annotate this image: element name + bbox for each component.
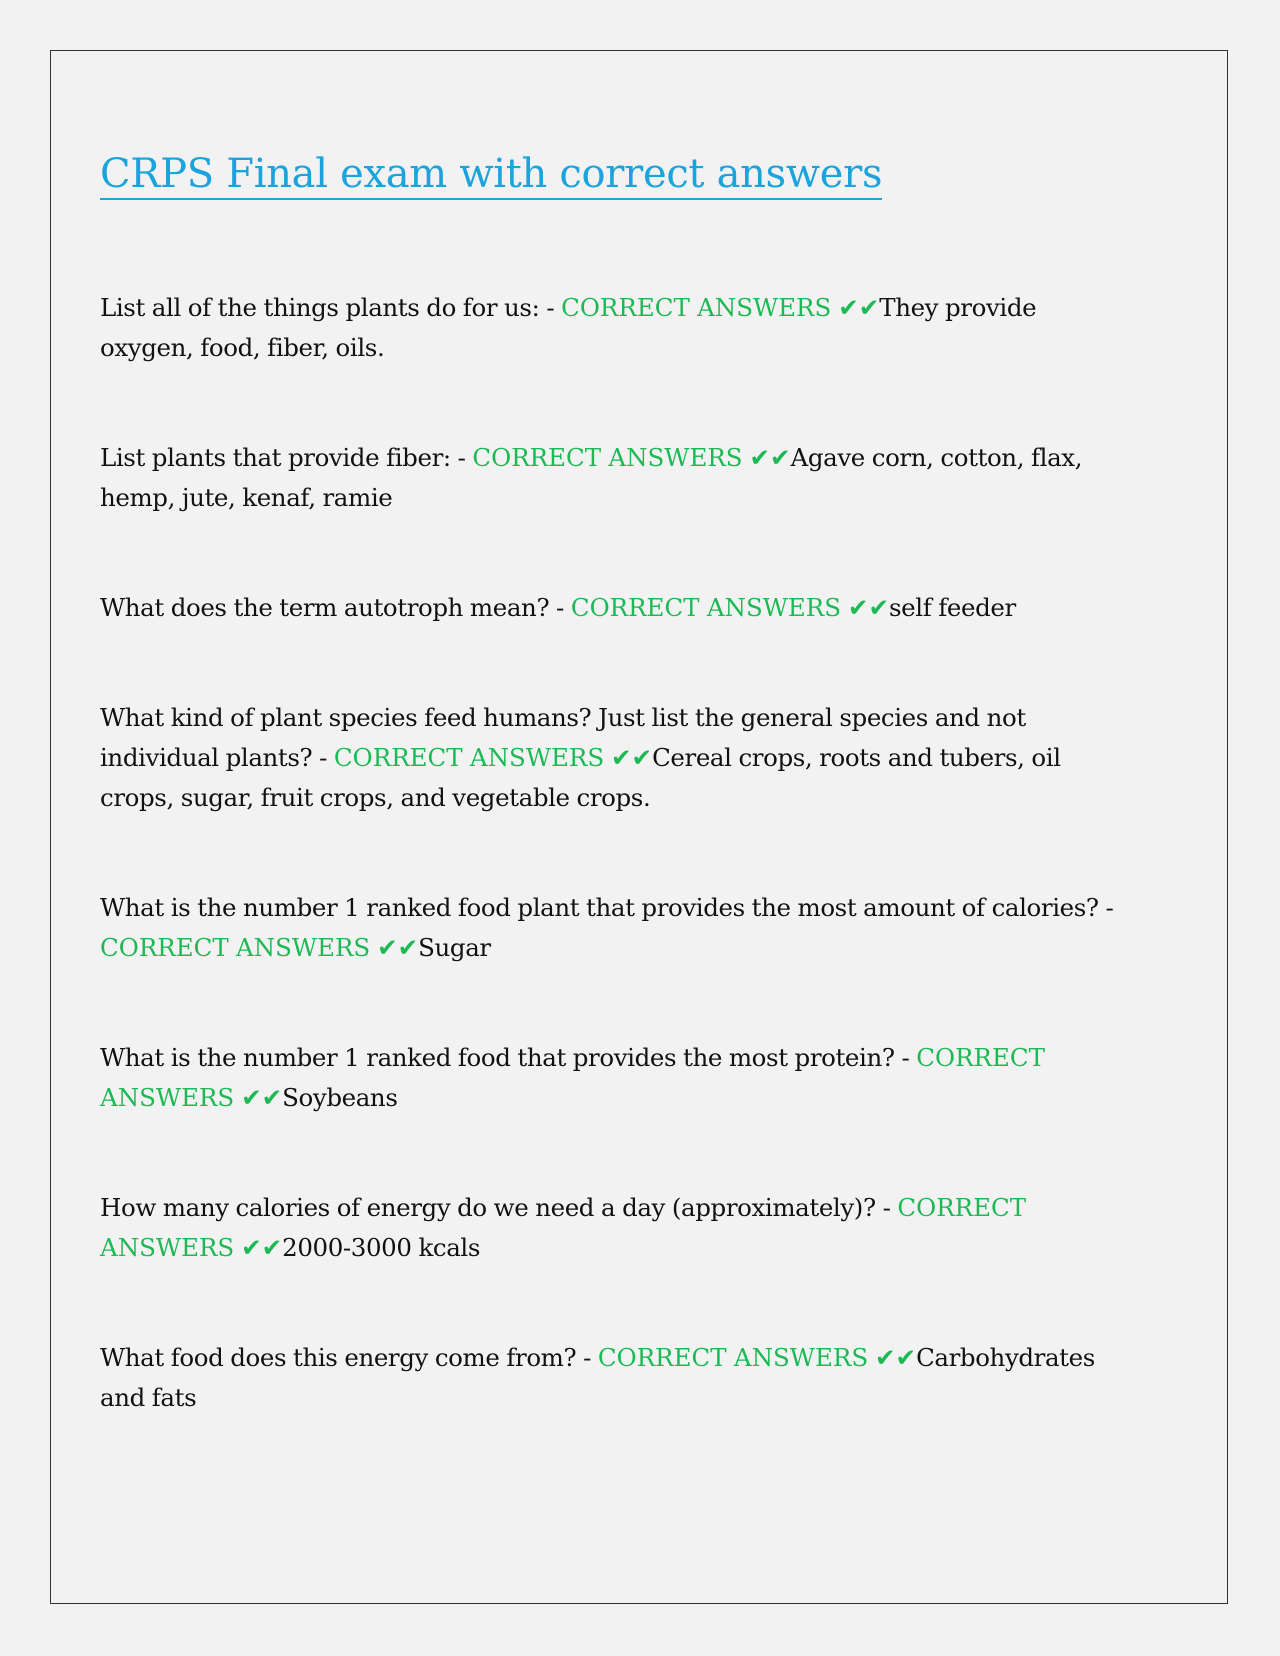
answer-text: They provide oxygen, food, fiber, oils. [100,293,1037,362]
question-text: What food does this energy come from? - [100,1343,598,1372]
qa-item [100,888,1130,968]
qa-item [100,1338,1130,1418]
double-check-icon: ✔✔ [838,293,880,322]
answer-text: 2000-3000 kcals [282,1233,481,1262]
question-text: What is the number 1 ranked food plant that provides the most amount of calories? - [100,893,1114,922]
answer-text: self feeder [888,593,1016,622]
correct-answers-label: CORRECT ANSWERS [570,593,842,622]
answer-text: Cereal crops, roots and tubers, oil crops, sugar, fruit crops, and vegetable crops. [100,743,1061,812]
answer-text: Soybeans [282,1083,398,1112]
qa-item [100,698,1130,818]
correct-answers-label: CORRECT ANSWERS [472,443,743,472]
double-check-icon: ✔✔ [749,443,791,472]
answer-text: Agave corn, cotton, flax, hemp, jute, kenaf, ramie [100,443,1083,512]
correct-answers-label: CORRECT ANSWERS [561,293,832,322]
correct-answers-label: CORRECT ANSWERS [100,1193,1027,1262]
correct-answers-label: CORRECT ANSWERS [597,1343,869,1372]
question-text: List all of the things plants do for us: - [100,293,562,322]
question-text: List plants that provide fiber: - [100,443,473,472]
document-body [100,150,1130,1488]
double-check-icon: ✔✔ [241,1233,283,1262]
double-check-icon: ✔✔ [241,1083,283,1112]
answer-text: Sugar [418,933,491,962]
correct-answers-label: CORRECT ANSWERS [100,933,371,962]
question-text: What is the number 1 ranked food that provides the most protein? - [100,1043,917,1072]
question-text: What does the term autotroph mean? - [100,593,571,622]
qa-list [100,288,1130,1418]
qa-item [100,588,1130,628]
answer-text: Carbohydrates and fats [100,1343,1095,1412]
double-check-icon: ✔✔ [611,743,653,772]
qa-item [100,1038,1130,1118]
qa-item [100,288,1130,368]
double-check-icon: ✔✔ [377,933,419,962]
question-text: How many calories of energy do we need a day (approximately)? - [100,1193,898,1222]
double-check-icon: ✔✔ [875,1343,917,1372]
qa-item [100,438,1130,518]
correct-answers-label: CORRECT ANSWERS [100,1043,1045,1112]
document-title: CRPS Final exam with correct answers [100,150,882,200]
question-text: What kind of plant species feed humans? Just list the general species and not individual plants? - [100,703,1026,772]
double-check-icon: ✔✔ [847,593,889,622]
qa-item [100,1188,1130,1268]
correct-answers-label: CORRECT ANSWERS [333,743,605,772]
